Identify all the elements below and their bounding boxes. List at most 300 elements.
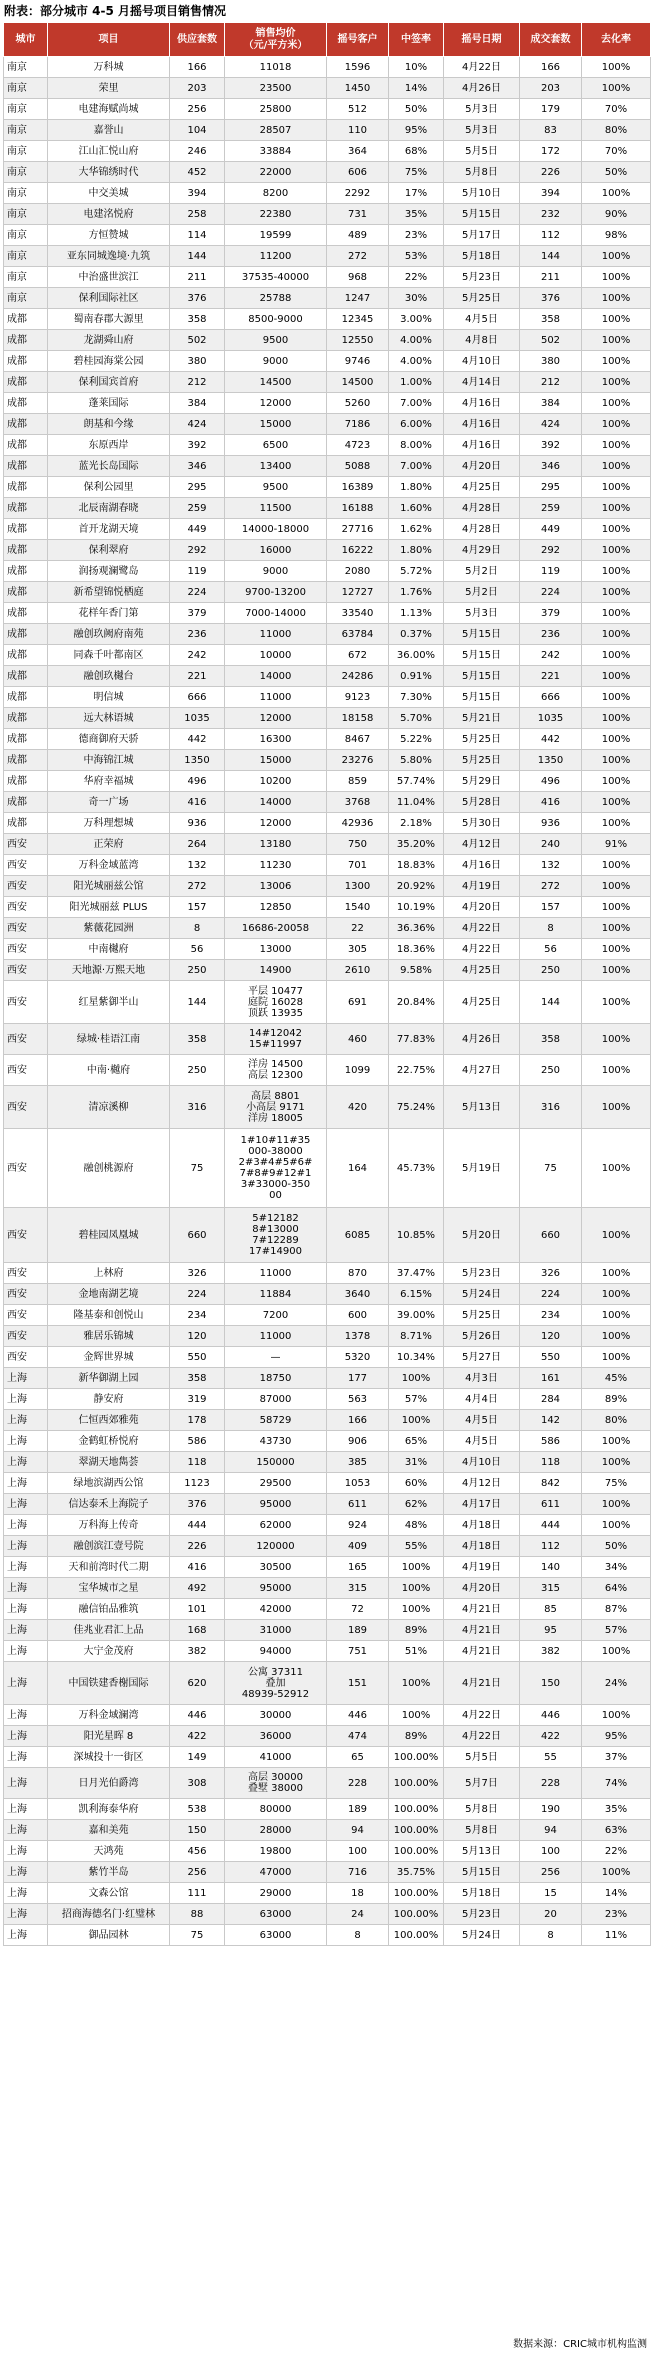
table-cell: 4月28日 <box>444 519 520 540</box>
table-cell: 20 <box>520 1904 582 1925</box>
table-cell: 中治盛世滨江 <box>48 267 170 288</box>
table-row <box>4 414 651 435</box>
table-cell: 149 <box>170 1747 225 1768</box>
table-cell: 22% <box>582 1841 651 1862</box>
table-cell: 成都 <box>4 456 48 477</box>
table-row <box>4 1086 651 1129</box>
table-cell: 416 <box>520 792 582 813</box>
table-cell: 7.30% <box>389 687 444 708</box>
table-cell: 100% <box>582 288 651 309</box>
table-cell: 1247 <box>327 288 389 309</box>
table-cell: 385 <box>327 1452 389 1473</box>
table-row <box>4 225 651 246</box>
table-row <box>4 309 651 330</box>
table-cell: 114 <box>170 225 225 246</box>
table-cell: 62000 <box>225 1515 327 1536</box>
table-cell: 118 <box>170 1452 225 1473</box>
table-row <box>4 99 651 120</box>
table-cell: 南京 <box>4 162 48 183</box>
table-cell: 高层 8801 小高层 9171 洋房 18005 <box>225 1086 327 1129</box>
table-cell: 242 <box>520 645 582 666</box>
table-cell: 14#12042 15#11997 <box>225 1024 327 1055</box>
table-cell: 金地南湖艺境 <box>48 1284 170 1305</box>
table-cell: 上海 <box>4 1799 48 1820</box>
table-cell: 东原西岸 <box>48 435 170 456</box>
table-cell: 4月19日 <box>444 1557 520 1578</box>
table-cell: 1099 <box>327 1055 389 1086</box>
table-cell: 5月13日 <box>444 1841 520 1862</box>
table-cell: 2080 <box>327 561 389 582</box>
table-cell: 0.91% <box>389 666 444 687</box>
table-cell: 融创桃源府 <box>48 1129 170 1208</box>
table-cell: 90% <box>582 204 651 225</box>
table-cell: 221 <box>170 666 225 687</box>
table-cell: 4月17日 <box>444 1494 520 1515</box>
table-cell: 成都 <box>4 645 48 666</box>
table-cell: 15000 <box>225 414 327 435</box>
table-row <box>4 1452 651 1473</box>
table-cell: 4月29日 <box>444 540 520 561</box>
table-cell: 358 <box>520 1024 582 1055</box>
table-cell: 380 <box>520 351 582 372</box>
table-cell: 226 <box>520 162 582 183</box>
sales-table <box>3 22 651 1946</box>
table-row <box>4 771 651 792</box>
table-cell: 100% <box>389 1557 444 1578</box>
table-cell: 5月21日 <box>444 708 520 729</box>
table-cell: 100% <box>582 1641 651 1662</box>
table-cell: 14000-18000 <box>225 519 327 540</box>
table-cell: 100% <box>582 372 651 393</box>
table-cell: 4月25日 <box>444 981 520 1024</box>
table-cell: 11000 <box>225 1326 327 1347</box>
table-cell: 8 <box>520 918 582 939</box>
table-cell: 600 <box>327 1305 389 1326</box>
table-cell: 87000 <box>225 1389 327 1410</box>
table-cell: 保利翠府 <box>48 540 170 561</box>
table-cell: 1.80% <box>389 540 444 561</box>
table-cell: 4723 <box>327 435 389 456</box>
table-cell: 315 <box>520 1578 582 1599</box>
table-cell: 100% <box>389 1368 444 1389</box>
table-cell: 上海 <box>4 1515 48 1536</box>
table-cell: 12000 <box>225 708 327 729</box>
table-cell: 100% <box>582 351 651 372</box>
table-cell: 272 <box>520 876 582 897</box>
table-cell: 信达泰禾上海院子 <box>48 1494 170 1515</box>
table-cell: 100% <box>582 1452 651 1473</box>
table-cell: 7.00% <box>389 393 444 414</box>
table-cell: 5月25日 <box>444 729 520 750</box>
table-cell: 100% <box>582 1208 651 1263</box>
table-row <box>4 1389 651 1410</box>
table-cell: 4月22日 <box>444 1726 520 1747</box>
table-row <box>4 204 651 225</box>
table-cell: 50% <box>582 162 651 183</box>
table-cell: 666 <box>520 687 582 708</box>
table-cell: 157 <box>520 897 582 918</box>
table-cell: 144 <box>170 246 225 267</box>
table-cell: 7000-14000 <box>225 603 327 624</box>
table-cell: 上海 <box>4 1389 48 1410</box>
table-cell: 250 <box>520 960 582 981</box>
table-cell: 深城投十一街区 <box>48 1747 170 1768</box>
table-cell: 95000 <box>225 1494 327 1515</box>
table-cell: 203 <box>520 78 582 99</box>
table-cell: 10200 <box>225 771 327 792</box>
table-cell: 4月12日 <box>444 834 520 855</box>
table-cell: 2292 <box>327 183 389 204</box>
table-cell: 4月21日 <box>444 1620 520 1641</box>
table-row <box>4 1305 651 1326</box>
table-cell: 100 <box>327 1841 389 1862</box>
table-row <box>4 1925 651 1946</box>
table-cell: 5月8日 <box>444 1820 520 1841</box>
table-cell: 1350 <box>520 750 582 771</box>
table-cell: 189 <box>327 1799 389 1820</box>
table-cell: 259 <box>520 498 582 519</box>
table-cell: 1#10#11#35 000-38000 2#3#4#5#6# 7#8#9#12#1 3#33000-350 00 <box>225 1129 327 1208</box>
table-cell: 上海 <box>4 1726 48 1747</box>
table-row <box>4 330 651 351</box>
table-cell: 112 <box>520 1536 582 1557</box>
table-cell: 449 <box>520 519 582 540</box>
table-cell: 4月16日 <box>444 414 520 435</box>
table-cell: 5月29日 <box>444 771 520 792</box>
table-cell: 100% <box>582 666 651 687</box>
table-cell: 392 <box>520 435 582 456</box>
table-cell: 西安 <box>4 834 48 855</box>
table-cell: 4.00% <box>389 330 444 351</box>
table-cell: 招商海德名门·红璧林 <box>48 1904 170 1925</box>
table-cell: 376 <box>170 288 225 309</box>
table-row <box>4 1263 651 1284</box>
table-row <box>4 120 651 141</box>
table-cell: 22000 <box>225 162 327 183</box>
table-cell: 成都 <box>4 540 48 561</box>
table-cell: 11500 <box>225 498 327 519</box>
table-cell: 100% <box>582 813 651 834</box>
table-cell: 100% <box>582 57 651 78</box>
table-cell: 西安 <box>4 918 48 939</box>
table-cell: 20.84% <box>389 981 444 1024</box>
table-cell: 28000 <box>225 1820 327 1841</box>
table-cell: 阳光城丽兹 PLUS <box>48 897 170 918</box>
table-cell: 4月19日 <box>444 876 520 897</box>
column-header: 去化率 <box>582 23 651 57</box>
table-cell: 5月23日 <box>444 1904 520 1925</box>
table-cell: 静安府 <box>48 1389 170 1410</box>
table-cell: 14500 <box>327 372 389 393</box>
table-cell: 奇一广场 <box>48 792 170 813</box>
table-cell: 55 <box>520 1747 582 1768</box>
table-cell: 16000 <box>225 540 327 561</box>
table-cell: 6.15% <box>389 1284 444 1305</box>
table-cell: 250 <box>170 1055 225 1086</box>
table-cell: 1378 <box>327 1326 389 1347</box>
table-cell: 100% <box>582 393 651 414</box>
table-row <box>4 246 651 267</box>
table-cell: 31% <box>389 1452 444 1473</box>
table-row <box>4 288 651 309</box>
table-cell: 240 <box>520 834 582 855</box>
table-cell: 409 <box>327 1536 389 1557</box>
table-row <box>4 1904 651 1925</box>
table-cell: 9500 <box>225 330 327 351</box>
table-cell: 50% <box>389 99 444 120</box>
table-cell: 119 <box>170 561 225 582</box>
table-cell: 上海 <box>4 1841 48 1862</box>
table-row <box>4 1883 651 1904</box>
table-row <box>4 1705 651 1726</box>
table-row <box>4 561 651 582</box>
table-cell: 88 <box>170 1904 225 1925</box>
table-cell: 20.92% <box>389 876 444 897</box>
table-cell: 中南樾府 <box>48 939 170 960</box>
table-cell: 上海 <box>4 1768 48 1799</box>
table-cell: 100% <box>582 519 651 540</box>
table-cell: 上海 <box>4 1557 48 1578</box>
table-cell: 11884 <box>225 1284 327 1305</box>
table-cell: 西安 <box>4 1326 48 1347</box>
table-cell: 57% <box>582 1620 651 1641</box>
table-cell: 成都 <box>4 582 48 603</box>
table-cell: 392 <box>170 435 225 456</box>
table-cell: 55% <box>389 1536 444 1557</box>
table-cell: 100% <box>582 1086 651 1129</box>
table-cell: 14500 <box>225 372 327 393</box>
table-cell: 4月21日 <box>444 1662 520 1705</box>
table-cell: 14% <box>582 1883 651 1904</box>
table-cell: 14% <box>389 78 444 99</box>
table-row <box>4 162 651 183</box>
table-cell: 5月3日 <box>444 120 520 141</box>
table-cell: 358 <box>170 1024 225 1055</box>
table-cell: 5月2日 <box>444 582 520 603</box>
table-cell: 德商御府天骄 <box>48 729 170 750</box>
table-cell: 456 <box>170 1841 225 1862</box>
table-cell: 16300 <box>225 729 327 750</box>
table-cell: 1596 <box>327 57 389 78</box>
table-cell: 10000 <box>225 645 327 666</box>
table-cell: 75% <box>389 162 444 183</box>
table-cell: 成都 <box>4 708 48 729</box>
table-cell: 西安 <box>4 1129 48 1208</box>
table-cell: 444 <box>170 1515 225 1536</box>
table-row <box>4 855 651 876</box>
table-cell: 4月18日 <box>444 1515 520 1536</box>
table-cell: 242 <box>170 645 225 666</box>
table-cell: 308 <box>170 1768 225 1799</box>
table-cell: 906 <box>327 1431 389 1452</box>
table-cell: 168 <box>170 1620 225 1641</box>
table-cell: 南京 <box>4 78 48 99</box>
header-row <box>4 23 651 57</box>
table-cell: 77.83% <box>389 1024 444 1055</box>
table-cell: 144 <box>520 981 582 1024</box>
table-cell: 5月3日 <box>444 603 520 624</box>
table-cell: 1035 <box>170 708 225 729</box>
table-cell: 57% <box>389 1389 444 1410</box>
table-cell: 13400 <box>225 456 327 477</box>
table-cell: 358 <box>170 1368 225 1389</box>
table-cell: 72 <box>327 1599 389 1620</box>
table-cell: 绿地滨湖西公馆 <box>48 1473 170 1494</box>
table-cell: 5月24日 <box>444 1925 520 1946</box>
table-cell: 31000 <box>225 1620 327 1641</box>
column-header: 销售均价 （元/平方米） <box>225 23 327 57</box>
table-cell: 56 <box>170 939 225 960</box>
table-cell: 1.60% <box>389 498 444 519</box>
table-row <box>4 666 651 687</box>
table-cell: 859 <box>327 771 389 792</box>
table-cell: 5月15日 <box>444 624 520 645</box>
table-cell: 11230 <box>225 855 327 876</box>
table-row <box>4 1726 651 1747</box>
table-cell: 5月5日 <box>444 1747 520 1768</box>
table-row <box>4 78 651 99</box>
table-cell: 15 <box>520 1883 582 1904</box>
table-cell: 1053 <box>327 1473 389 1494</box>
table-cell: 87% <box>582 1599 651 1620</box>
table-cell: 666 <box>170 687 225 708</box>
table-cell: 首开龙湖天境 <box>48 519 170 540</box>
table-row <box>4 519 651 540</box>
table-cell: 442 <box>520 729 582 750</box>
table-row <box>4 1347 651 1368</box>
table-cell: 11000 <box>225 624 327 645</box>
table-cell: 润扬观澜鹭岛 <box>48 561 170 582</box>
table-cell: 13000 <box>225 939 327 960</box>
table-cell: 18.83% <box>389 855 444 876</box>
table-cell: 3.00% <box>389 309 444 330</box>
table-cell: 1350 <box>170 750 225 771</box>
table-cell: 9.58% <box>389 960 444 981</box>
table-cell: 446 <box>327 1705 389 1726</box>
table-cell: 264 <box>170 834 225 855</box>
table-cell: 5月25日 <box>444 1305 520 1326</box>
table-cell: 5月15日 <box>444 1862 520 1883</box>
table-cell: 嘉誉山 <box>48 120 170 141</box>
table-cell: 23500 <box>225 78 327 99</box>
table-cell: 西安 <box>4 981 48 1024</box>
table-cell: 272 <box>327 246 389 267</box>
table-cell: 天地源·万熙天地 <box>48 960 170 981</box>
table-row <box>4 1024 651 1055</box>
table-cell: 100% <box>582 708 651 729</box>
table-cell: 150 <box>170 1820 225 1841</box>
table-cell: 166 <box>327 1410 389 1431</box>
table-cell: 8200 <box>225 183 327 204</box>
table-row <box>4 1578 651 1599</box>
table-cell: 龙湖舜山府 <box>48 330 170 351</box>
table-cell: 172 <box>520 141 582 162</box>
table-cell: 65% <box>389 1431 444 1452</box>
table-cell: 75% <box>582 1473 651 1494</box>
table-cell: 112 <box>520 225 582 246</box>
table-cell: 660 <box>520 1208 582 1263</box>
table-cell: 江山汇悦山府 <box>48 141 170 162</box>
table-cell: 凯利海泰华府 <box>48 1799 170 1820</box>
table-cell: 10.34% <box>389 1347 444 1368</box>
table-cell: 绿城·桂语江南 <box>48 1024 170 1055</box>
table-cell: 382 <box>520 1641 582 1662</box>
table-cell: 9000 <box>225 351 327 372</box>
table-cell: 512 <box>327 99 389 120</box>
table-cell: 1.13% <box>389 603 444 624</box>
table-cell: 177 <box>327 1368 389 1389</box>
table-cell: 南京 <box>4 57 48 78</box>
table-cell: 5月10日 <box>444 183 520 204</box>
table-cell: 9700-13200 <box>225 582 327 603</box>
table-cell: 924 <box>327 1515 389 1536</box>
table-cell: 63000 <box>225 1904 327 1925</box>
table-cell: 4月10日 <box>444 351 520 372</box>
table-row <box>4 1431 651 1452</box>
table-cell: 8.00% <box>389 435 444 456</box>
table-cell: 250 <box>170 960 225 981</box>
column-header: 成交套数 <box>520 23 582 57</box>
table-cell: 5月13日 <box>444 1086 520 1129</box>
table-cell: 394 <box>520 183 582 204</box>
table-cell: 19800 <box>225 1841 327 1862</box>
table-row <box>4 603 651 624</box>
table-cell: 256 <box>520 1862 582 1883</box>
table-cell: 62% <box>389 1494 444 1515</box>
table-cell: 5月17日 <box>444 225 520 246</box>
table-cell: 上海 <box>4 1883 48 1904</box>
table-cell: 100% <box>582 1326 651 1347</box>
table-cell: 65 <box>327 1747 389 1768</box>
table-cell: 379 <box>520 603 582 624</box>
table-cell: 75 <box>170 1129 225 1208</box>
table-cell: 100% <box>582 981 651 1024</box>
table-cell: 292 <box>170 540 225 561</box>
table-row <box>4 708 651 729</box>
table-cell: 4月20日 <box>444 1578 520 1599</box>
table-cell: 成都 <box>4 750 48 771</box>
table-cell: 100% <box>582 1024 651 1055</box>
table-cell: 电建海赋尚城 <box>48 99 170 120</box>
table-cell: 平层 10477 庭院 16028 顶跃 13935 <box>225 981 327 1024</box>
table-cell: 100% <box>582 435 651 456</box>
table-cell: 碧桂园凤凰城 <box>48 1208 170 1263</box>
table-cell: 446 <box>170 1705 225 1726</box>
table-cell: 红星紫御半山 <box>48 981 170 1024</box>
table-caption: 附表：部分城市 4-5 月摇号项目销售情况 <box>4 4 227 18</box>
table-cell: 上海 <box>4 1536 48 1557</box>
data-source: 数据来源：CRIC城市机构监测 <box>513 2339 647 2350</box>
table-cell: 大宁金茂府 <box>48 1641 170 1662</box>
table-cell: 1.76% <box>389 582 444 603</box>
table-cell: 上海 <box>4 1431 48 1452</box>
table-cell: 融创玖樾台 <box>48 666 170 687</box>
table-cell: 9123 <box>327 687 389 708</box>
table-cell: 110 <box>327 120 389 141</box>
table-cell: 5月19日 <box>444 1129 520 1208</box>
table-cell: 2610 <box>327 960 389 981</box>
table-cell: 42936 <box>327 813 389 834</box>
table-cell: 7200 <box>225 1305 327 1326</box>
table-cell: 5月28日 <box>444 792 520 813</box>
table-cell: 80% <box>582 1410 651 1431</box>
table-cell: 936 <box>520 813 582 834</box>
table-cell: 上海 <box>4 1705 48 1726</box>
table-cell: 0.37% <box>389 624 444 645</box>
table-cell: 5月7日 <box>444 1768 520 1799</box>
table-row <box>4 477 651 498</box>
table-cell: 1540 <box>327 897 389 918</box>
